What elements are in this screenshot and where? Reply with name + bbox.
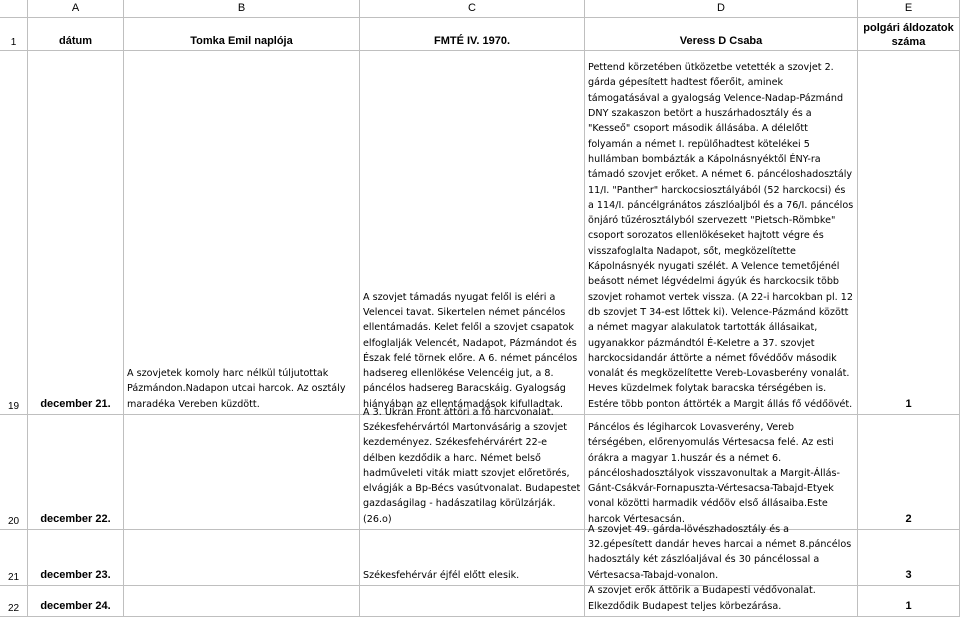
tomka-cell[interactable] [124,51,360,415]
fmte-cell[interactable] [360,406,585,530]
victims-cell[interactable]: 1 [858,586,960,617]
header-veress[interactable]: Veress D Csaba [585,18,858,51]
veress-cell[interactable] [585,51,858,415]
column-header-e[interactable]: E [858,0,960,18]
date-cell[interactable]: december 21. [28,51,124,415]
column-header-c[interactable]: C [360,0,585,18]
victims-cell[interactable]: 1 [858,51,960,415]
veress-text: A szovjet erők áttörik a Budapesti védővonalat. Elkezdődik Budapest teljes körbezárása. [588,585,819,612]
column-header-d[interactable]: D [585,0,858,18]
fmte-cell[interactable] [360,51,585,415]
veress-cell[interactable] [585,586,858,617]
date-cell[interactable]: december 24. [28,586,124,617]
fmte-text: A 3. Ukrán Front áttöri a fő harcvonalat. Székesfehérvártól Martonvásárig a szovjet kezdeményez. Székesfehérvárért 22-e délben kezdődik a harc. Német belső hadműveleti viták miatt szovjet előretörés, elvágják a Bp-Bécs vasútvonalat. Budapestet gazdaságilag - hadászatilag körülzárják. (26.o) [363,406,584,525]
column-header-b[interactable]: B [124,0,360,18]
fmte-text: Székesfehérvár éjfél előtt elesik. [363,569,520,581]
row-number[interactable]: 22 [0,586,28,617]
veress-text: Pettend körzetében ütközetbe vetették a szovjet 2. gárda gépesített hadtest főerőit, aminek támogatásával a gyalogság Velence-Nadap-Pázmánd DNY szakaszon betört a huszárhadosztály és a "Kesseő" csoport második állásába. A délelőtt folyamán a német I. repülőhadtest kötelékei 5 hullámban bombázták a Kápolnásnyéktől ÉNY-ra támadó szovjet erőket. A német 6. páncéloshadosztály 11/I. "Panther" harckocsiosztályából (52 harckocsi) és a 114/I. páncélgránátos zászlóaljból és a 76/I. páncélos önjáró tűzérosztályból szervezett "Pietsch-Römbke" csoport sorozatos ellenlökéseket hajtott végre és visszafoglalta Nadapot, sőt, megközelítette Kápolnásnyék nyugati szélét. A Velence temetőjénél beásott német légvédelmi ágyúk és harckocsik több szovjet rohamot vertek vissza. (A 22-i harcokban pl. 12 db szovjet T 34-est lőttek ki). Velence-Pázmánd között a német magyar alakulatok tartották állásaikat, ugyanakkor pázmándtól É-Keletre a 37. szovjet harckocsidandár áttörte a német fővédőőv második vonalát és megközelítette Vereb-Lovasberény vonalát. Heves küzdelmek folytak baracska térségében is. Estére több ponton áttörték a Margit állás fő védőövét. [588,62,857,410]
header-victims[interactable]: polgári áldozatok száma [858,18,960,51]
fmte-cell[interactable] [360,586,585,617]
header-tomka[interactable]: Tomka Emil naplója [124,18,360,51]
tomka-cell[interactable] [124,415,360,530]
row-number[interactable]: 19 [0,51,28,415]
victims-cell[interactable]: 3 [858,530,960,586]
veress-text: A szovjet 49. gárda-lövészhadosztály és a 32.gépesített dandár heves harcai a német 8.páncélos hadosztály két zászlóaljával és 30 páncélossal a Vértesacsa-Tabajd-vonalon. [588,523,855,581]
corner-cell[interactable] [0,0,28,18]
date-cell[interactable]: december 22. [28,415,124,530]
row-number[interactable]: 1 [0,18,28,51]
veress-cell[interactable] [585,523,858,586]
row-number[interactable]: 21 [0,530,28,586]
tomka-cell[interactable] [124,586,360,617]
header-fmte[interactable]: FMTÉ IV. 1970. [360,18,585,51]
veress-text: Páncélos és légiharcok Lovasverény, Vereb térségében, előrenyomulás Vértesacsa felé. Az esti órákra a magyar 1.huszár és a német 6. páncéloshadosztályok visszavonultak a Margit-Állás-Gánt-Csákvár-Fornapuszta-Vértesacsa-Tabajd-Etyek vonal közötti harmadik védőöv első állásaiba.Este harcok Vértesacsán. [588,421,840,525]
victims-cell[interactable]: 2 [858,415,960,530]
tomka-text: A szovjetek komoly harc nélkül túljutottak Pázmándon.Nadapon utcai harcok. Az osztály maradéka Vereben küzdött. [127,368,349,410]
fmte-cell[interactable] [360,530,585,586]
fmte-text: A szovjet támadás nyugat felől is eléri a Velencei tavat. Sikertelen német páncélos ellentámadás. Kelet felől a szovjet csapatok elfoglalják Velencét, Nadapot, Pázmándot és Észak felé törnek előre. A 6. német páncélos hadsereg ellenlökése Velencéig jut, a 8. páncélos hadsereg Baracskáig. Gyalogság hiányában az ellentámadások kifulladtak. [363,291,581,410]
row-number[interactable]: 20 [0,415,28,530]
header-date[interactable]: dátum [28,18,124,51]
veress-cell[interactable] [585,415,858,530]
date-cell[interactable]: december 23. [28,530,124,586]
column-header-a[interactable]: A [28,0,124,18]
tomka-cell[interactable] [124,530,360,586]
